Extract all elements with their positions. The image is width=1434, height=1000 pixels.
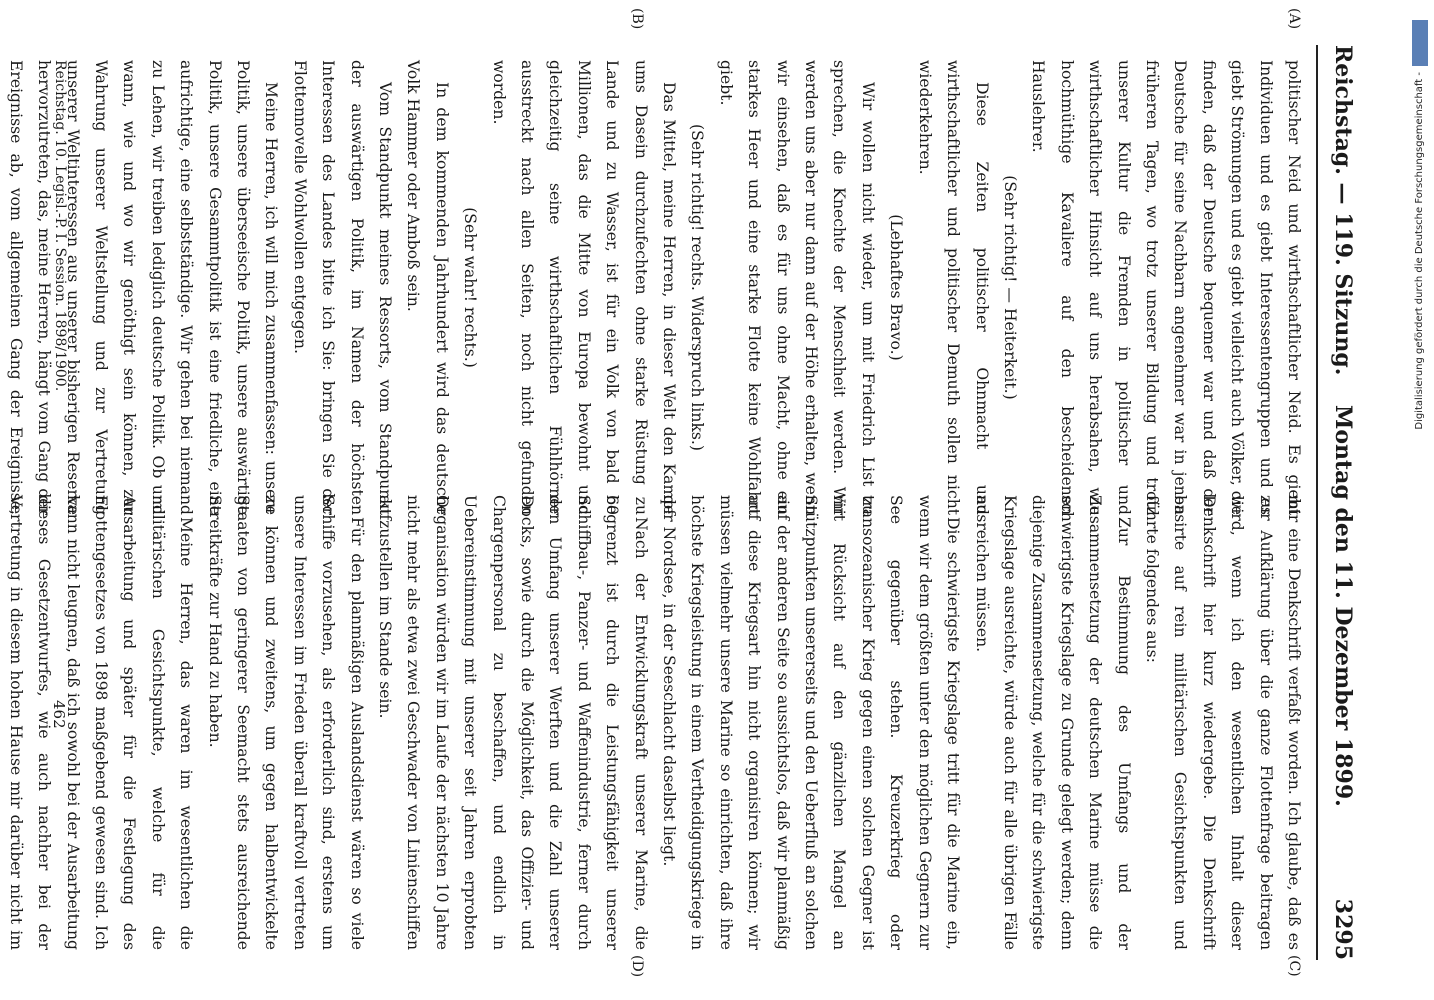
margin-mark-d: (D): [629, 955, 645, 978]
paragraph: Das Mittel, meine Herren, in dieser Welt den Kampf ums Dasein durchzufechten ohne starke Rüstung zu Lande und zu Wasser, ist für ein Volk von bald 60 Millionen, das die Mitte von Europa bewohnt und gleichzeitig seine wirthschaftlichen Fühlhörner ausstreckt nach allen Seiten, noch nicht gefunden worden.: [489, 60, 679, 515]
interjection: (Lebhaftes Bravo.): [887, 214, 906, 361]
paragraph: Für den planmäßigen Auslandsdienst wären so viele Schiffe vorzusehen, als erforderlich sind, erstens um unsere Interessen im Frieden überall kraftvoll vertreten zu können und zweitens, um gegen halbentwickelte Staaten von geringerer Seemacht stets ausreichende Streitkräfte zur Hand zu haben.: [205, 495, 366, 950]
margin-mark-b: (B): [629, 8, 645, 30]
paragraph: Meine Herren, das waren im wesentlichen die militärischen Gesichtspunkte, welche für die Ausarbeitung und später für die Festlegung des Flottengesetzes von 1898 maßgebend gewesen sind. Ich kann nicht leugnen, daß ich sowohl bei der Ausarbeitung dieses Gesetzentwurfes, wie auch nachher bei der Vertretung in diesem hohen Hause mir darüber nicht im: [6, 495, 196, 950]
paragraph: Meine Herren, ich will mich zusammenfassen: unsere Politik, unsere überseeische Politik, unsere auswärtige Politik, unsere Gesammtpolitik ist eine friedliche, eine aufrichtige, eine selbstständige. Wir gehen bei niemand zu Lehen, wir treiben lediglich deutsche Politik. Ob und wann, wie und wo wir genöthigt sein können, zur Wahrung unserer Weltstellung und zur Vertretung unserer Weltinteressen aus unserer bisherigen Reserve hervorzutreten, das, meine Herren, hängt vom Gang der Ereignisse ab, vom allgemeinen Gang der Ereignisse,: [6, 60, 281, 515]
paragraph: Die schwierigste Kriegslage tritt für die Marine ein, wenn wir dem größten unter den möglichen Gegnern zur See gegenüber stehen. Kreuzerkrieg oder transozeanischer Krieg gegen einen solchen Gegner ist mit Rücksicht auf den gänzlichen Mangel an Stützpunkten unsererseits und den Ueberfluß an solchen auf der anderen Seite so aussichtslos, daß wir planmäßig auf diese Kriegsart hin nicht organisiren können; wir müssen vielmehr unsere Marine so einrichten, daß ihre höchste Kriegsleistung in einem Vertheidigungskriege in der Nordsee, in der Seeschlacht daselbst liegt.: [660, 495, 963, 950]
paragraph: In dem kommenden Jahrhundert wird das deutsche Volk Hammer oder Amboß sein.: [404, 60, 451, 515]
interjection: (Sehr wahr! rechts.): [461, 207, 480, 368]
paragraph: Diese Zeiten politischer Ohnmacht und wirthschaftlicher und politischer Demuth sollen nicht wiederkehren.: [915, 60, 991, 515]
header-title: Reichstag. — 119. Sitzung.: [1330, 45, 1356, 376]
dfg-logo: DFG: [1412, 20, 1428, 66]
paragraph: politischer Neid und wirthschaftlicher Neid. Es giebt Individuen und es giebt Interessentengruppen und es giebt Strömungen und es giebt vielleicht auch Völker, die finden, daß der Deutsche bequemer war und daß der Deutsche für seine Nachbarn angenehmer war in jenen früheren Tagen, wo trotz unserer Bildung und trotz unserer Kultur die Fremden in politischer und wirthschaftlicher Hinsicht auf uns herabsahen, wie hochmüthige Kavaliere auf den bescheidenen Hauslehrer.: [1029, 60, 1303, 515]
dfg-side-label: [1402, 20, 1428, 820]
paragraph: Zur Bestimmung des Umfangs und der Zusammensetzung der deutschen Marine müsse die schwierigste Kriegslage zu Grunde gelegt werden; denn diejenige Zusammensetzung, welche für die schwierigste Kriegslage ausreichte, würde auch für alle übrigen Fälle ausreichen müssen.: [972, 495, 1133, 950]
header-rule: [1316, 45, 1318, 960]
paragraph: Vom Standpunkt meines Ressorts, vom Standpunkt der auswärtigen Politik, im Namen der höchsten Interessen des Landes bitte ich Sie: bringen Sie der Flottennovelle Wohlwollen entgegen.: [290, 60, 394, 515]
session-signature: Reichstag. 10. Legisl.-P. I. Session. 1898/1900.: [52, 60, 68, 392]
header-page-number: 3295: [1330, 898, 1356, 960]
paragraph: Nach der Entwicklungskraft unserer Marine, die begrenzt ist durch die Leistungsfähigkeit unserer Schiffbau-, Panzer- und Waffenindustrie, ferner durch den Umfang unserer Werften und die Zahl unserer Docks, sowie durch die Möglichkeit, das Offizier- und Chargenpersonal zu beschaffen, und endlich in Uebereinstimmung mit unserer seit Jahren erprobten Organisation würden wir im Laufe der nächsten 10 Jahre nicht mehr als etwa zwei Geschwader von Linienschiffen aufzustellen im Stande sein.: [376, 495, 650, 950]
page-header: [1320, 45, 1360, 960]
interjection: (Sehr richtig! rechts. Widerspruch links.): [688, 124, 707, 451]
dfg-credit-text: Digitalisierung gefördert durch die Deutsche Forschungsgemeinschaft -: [1414, 72, 1425, 430]
margin-mark-c: (C): [1286, 955, 1302, 977]
margin-mark-a: (A): [1286, 8, 1302, 30]
interjection: (Sehr richtig! — Heiterkeit.): [1000, 175, 1019, 400]
header-date: Montag den 11. Dezember 1899.: [1330, 405, 1356, 807]
paragraph: Wir wollen nicht wieder, um mit Friedrich List zu sprechen, die Knechte der Menschheit werden. Wir werden uns aber nur dann auf der Höhe erhalten, wenn wir einsehen, daß es für uns ohne Macht, ohne ein starkes Heer und eine starke Flotte keine Wohlfahrt giebt.: [716, 60, 877, 515]
sheet-number: 462: [50, 700, 68, 729]
paragraph: mir eine Denkschrift verfaßt worden. Ich glaube, daß es zur Aufklärung über die ganze Flottenfrage beitragen wird, wenn ich den wesentlichen Inhalt dieser Denkschrift hier kurz wiedergebe. Die Denkschrift basirte auf rein militärischen Gesichtspunkten und führte folgendes aus:: [1142, 495, 1303, 950]
